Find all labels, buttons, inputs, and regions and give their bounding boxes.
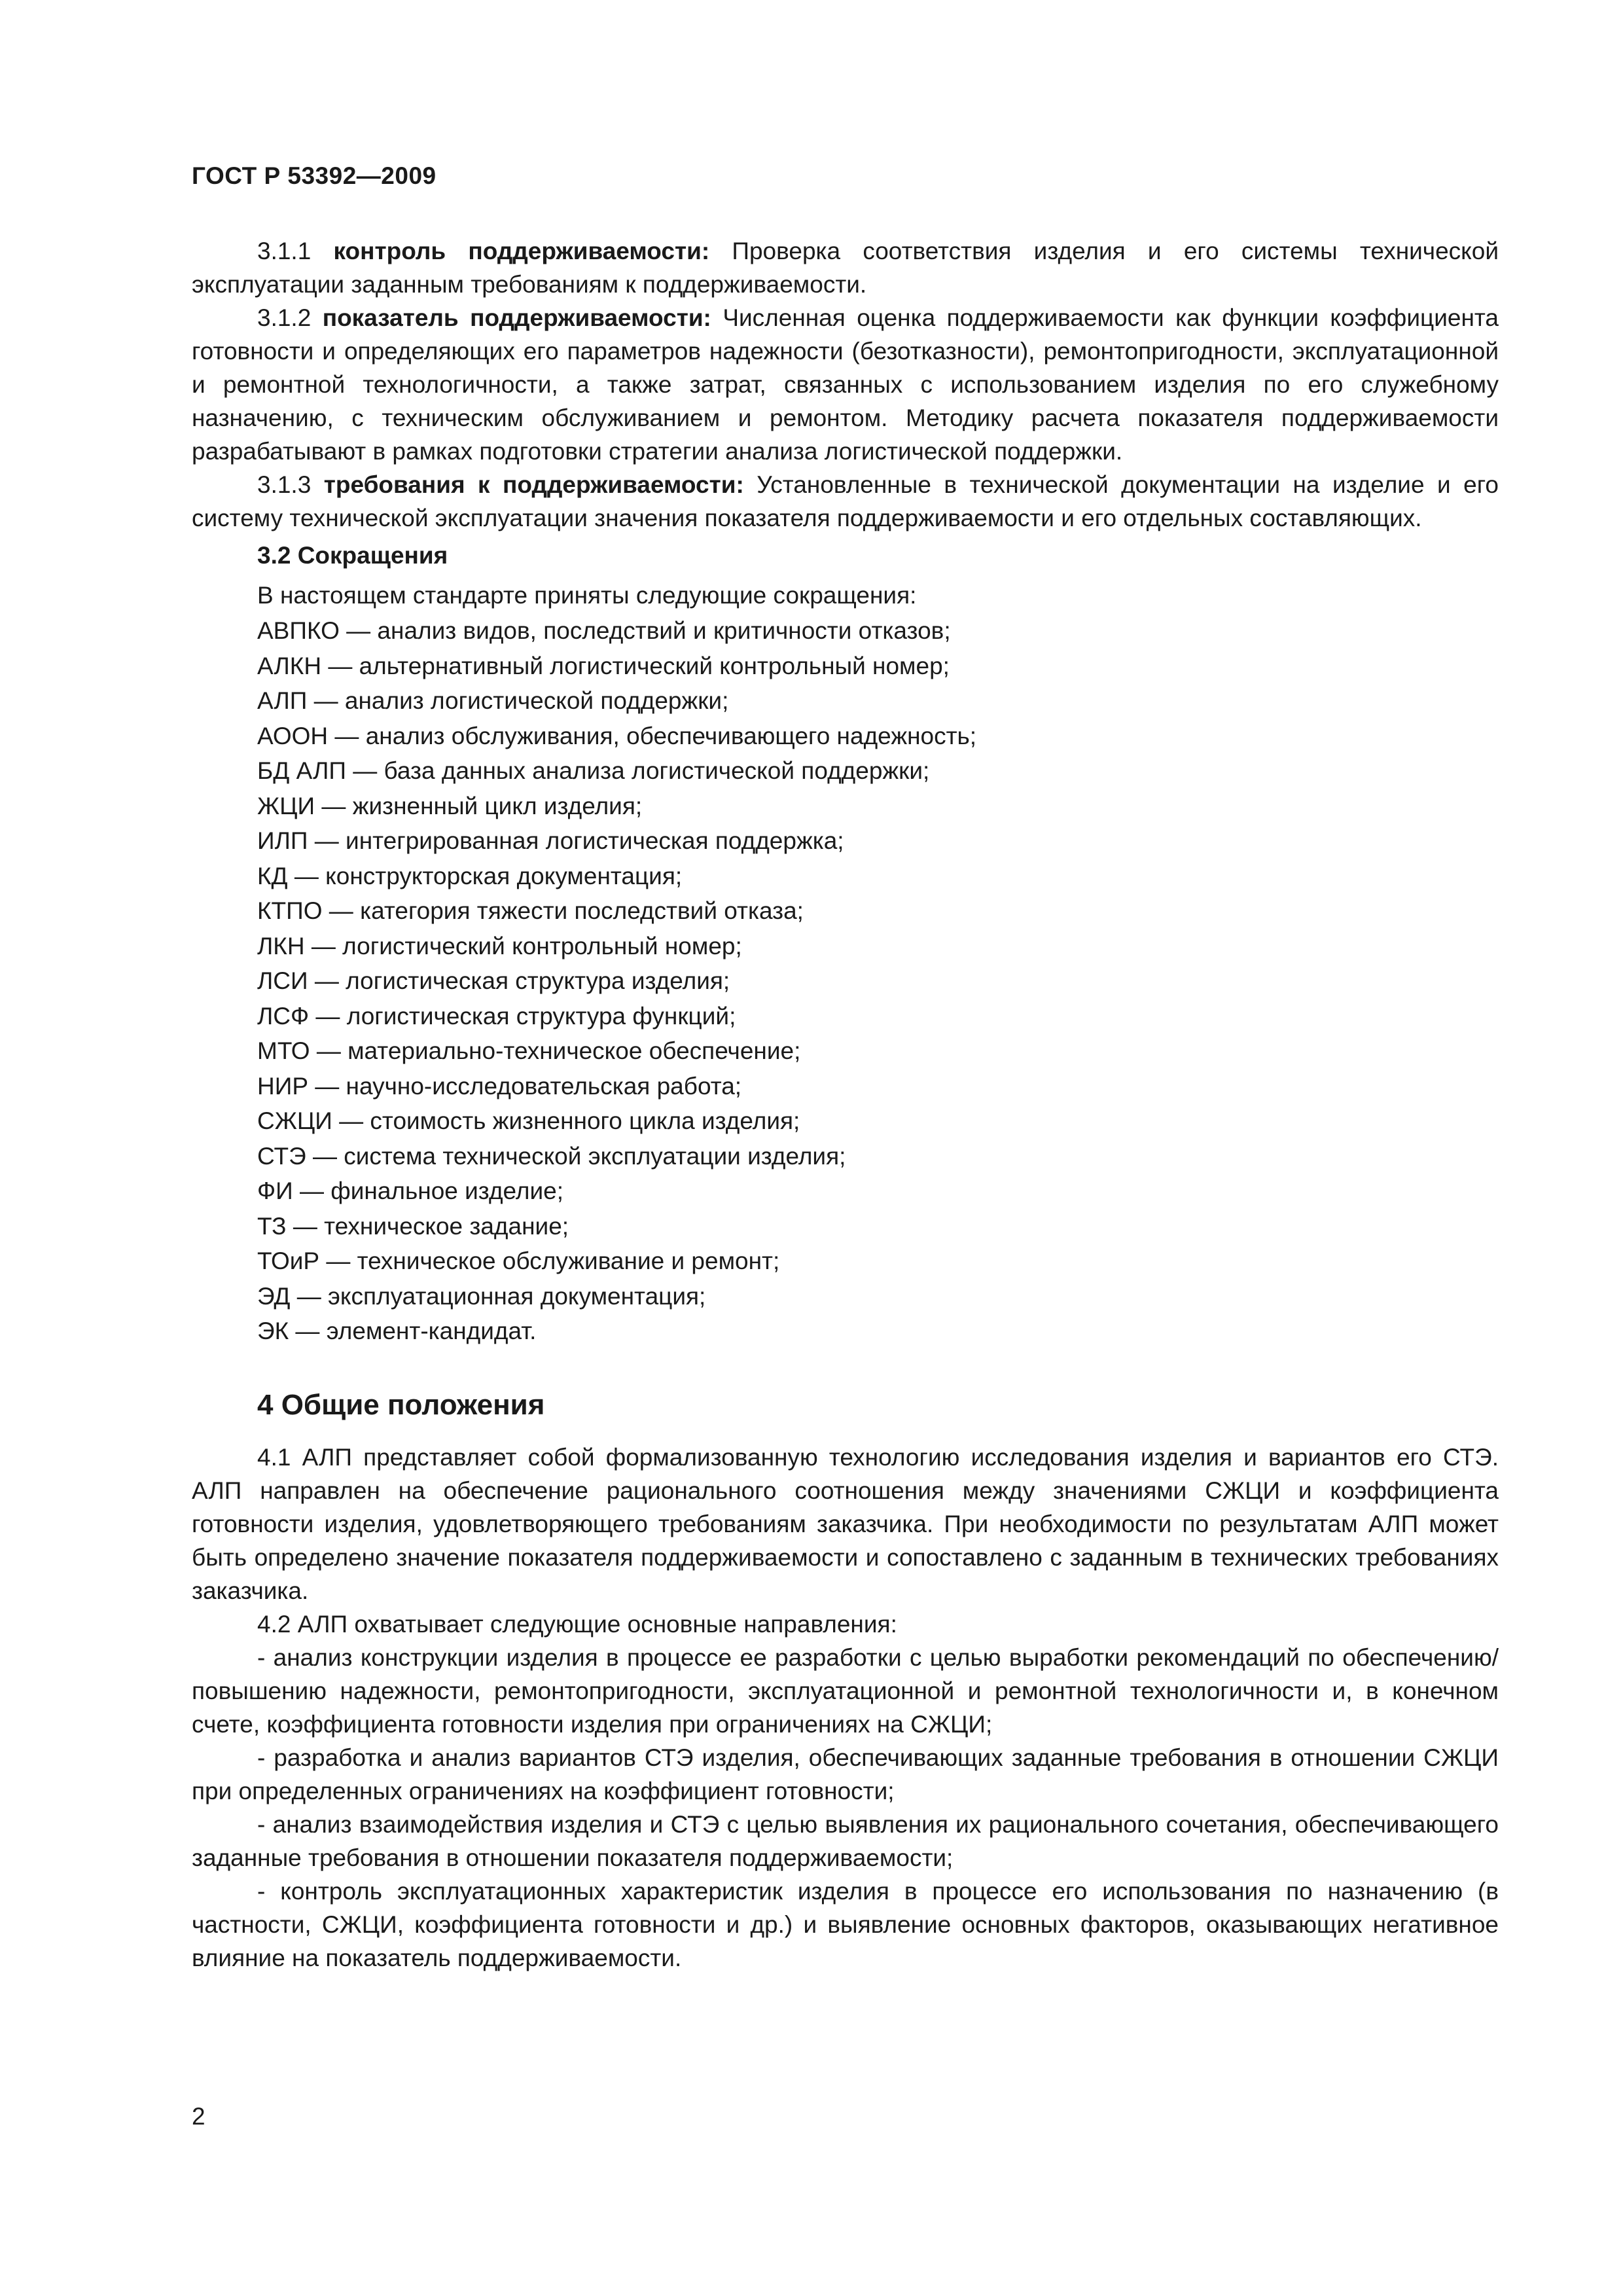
direction-item: - контроль эксплуатационных характеристик изделия в процессе его использования по назначению (в частности, СЖЦИ, коэффициента готовности и др.) и выявление основных факторов, оказывающих негативное влияние на показатель поддерживаемости. [192, 1877, 1499, 1971]
definition-term: показатель поддерживаемости: [322, 304, 711, 331]
definition-term: контроль поддерживаемости: [333, 238, 710, 264]
abbreviation-item: ЭД — эксплуатационная документация; [257, 1282, 706, 1310]
document-body [192, 234, 1499, 1975]
abbreviation-item: БД АЛП — база данных анализа логистической поддержки; [257, 757, 930, 784]
abbreviation-item: ЛКН — логистический контрольный номер; [257, 932, 742, 960]
paragraph-4-1: 4.1 АЛП представляет собой формализованную технологию исследования изделия и вариантов его СТЭ. АЛП направлен на обеспечение рационального соотношения между значениями СЖЦИ и коэффициента готовности изделия, удовлетворяющего требованиям заказчика. При необходимости по результатам АЛП может быть определено значение показателя поддерживаемости и сопоставлено с заданным в технических требованиях заказчика. [192, 1443, 1499, 1604]
abbreviation-item: КД — конструкторская документация; [257, 862, 683, 889]
paragraph-4-2: 4.2 АЛП охватывает следующие основные направления: [257, 1610, 897, 1638]
direction-item: - анализ взаимодействия изделия и СТЭ с целью выявления их рационального сочетания, обеспечивающего заданные требования в отношении показателя поддерживаемости; [192, 1810, 1499, 1871]
abbreviation-item: ТОиР — техническое обслуживание и ремонт; [257, 1247, 780, 1274]
section-heading-4: 4 Общие положения [257, 1388, 545, 1421]
definition-number: 3.1.1 [257, 238, 312, 264]
abbreviation-item: АЛП — анализ логистической поддержки; [257, 687, 729, 714]
direction-item: - анализ конструкции изделия в процессе ее разработки с целью выработки рекомендаций по обеспечению/повышению надежности, ремонтопригодности, эксплуатационной и ремонтной технологичности и, в конечном счете, коэффициента готовности изделия при ограничениях на СЖЦИ; [192, 1643, 1499, 1738]
direction-item: - разработка и анализ вариантов СТЭ изделия, обеспечивающих заданные требования в отношении СЖЦИ при определенных ограничениях на коэффициент готовности; [192, 1744, 1499, 1804]
definition-3-1-3 [192, 468, 1499, 535]
abbreviations-intro: В настоящем стандарте приняты следующие сокращения: [257, 582, 917, 609]
abbreviation-item: СТЭ — система технической эксплуатации изделия; [257, 1142, 846, 1170]
abbreviation-item: АВПКО — анализ видов, последствий и критичности отказов; [257, 617, 951, 644]
definition-text: Численная оценка поддерживаемости как функции коэффициента готовности и определяющих его параметров надежности (безотказности), ремонтопригодности, эксплуатационной и ремонтной технологичности, а также затрат, связанных с использованием изделия по его служебному назначению, с техническим обслуживанием и ремонтом. Методику расчета показателя поддерживаемости разрабатывают в рамках подготовки стратегии анализа логистической поддержки. [192, 304, 1499, 465]
abbreviation-item: НИР — научно-исследовательская работа; [257, 1072, 742, 1100]
abbreviation-item: ИЛП — интегрированная логистическая поддержка; [257, 827, 844, 854]
definition-3-1-2 [192, 301, 1499, 468]
definition-text: Проверка соответствия изделия и его системы технической эксплуатации заданным требованиям к поддерживаемости. [192, 238, 1499, 298]
abbreviation-item: МТО — материально-техническое обеспечение; [257, 1037, 801, 1064]
abbreviation-item: ЛСФ — логистическая структура функций; [257, 1002, 736, 1030]
abbreviation-item: КТПО — категория тяжести последствий отказа; [257, 897, 804, 924]
abbreviation-item: ЭК — элемент-кандидат. [257, 1318, 537, 1344]
page-number: 2 [192, 2103, 205, 2130]
abbreviation-item: ФИ — финальное изделие; [257, 1177, 564, 1204]
definition-term: требования к поддерживаемости: [323, 471, 744, 498]
abbreviation-item: АООН — анализ обслуживания, обеспечивающего надежность; [257, 722, 977, 749]
definition-text: Установленные в технической документации на изделие и его систему технической эксплуатации значения показателя поддерживаемости и его отдельных составляющих. [192, 471, 1499, 531]
abbreviation-item: ТЗ — техническое задание; [257, 1212, 569, 1240]
document-header: ГОСТ Р 53392—2009 [192, 162, 437, 189]
section-heading-3-2: 3.2 Сокращения [257, 542, 448, 569]
definition-3-1-1 [192, 234, 1499, 301]
abbreviation-item: ЛСИ — логистическая структура изделия; [257, 967, 730, 994]
definition-number: 3.1.3 [257, 471, 312, 498]
abbreviation-item: АЛКН — альтернативный логистический контрольный номер; [257, 652, 950, 679]
abbreviation-item: ЖЦИ — жизненный цикл изделия; [257, 792, 643, 819]
abbreviations-list [192, 613, 1499, 1349]
definition-number: 3.1.2 [257, 304, 312, 331]
abbreviation-item: СЖЦИ — стоимость жизненного цикла изделия; [257, 1107, 800, 1134]
